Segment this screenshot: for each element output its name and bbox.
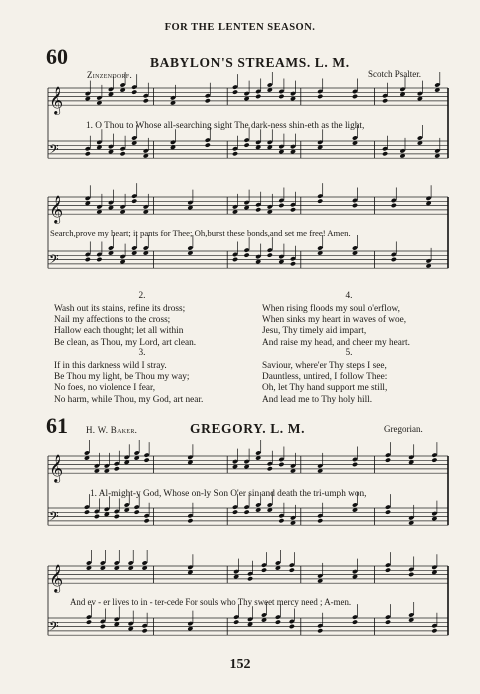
treble-clef-icon: 𝄞 — [49, 564, 64, 593]
bass-clef-icon: 𝄢 — [49, 142, 59, 161]
note-head — [143, 98, 149, 103]
note-head — [317, 198, 323, 203]
note-head — [267, 252, 273, 257]
note-head — [289, 567, 295, 572]
note-head — [278, 203, 284, 208]
author-61: H. W. Baker. — [86, 425, 138, 435]
note-head — [289, 624, 295, 629]
note-head — [352, 462, 358, 467]
verse-number: 4. — [345, 291, 353, 301]
note-head — [431, 628, 437, 633]
note-head — [391, 203, 397, 208]
note-head — [278, 518, 284, 523]
note-head — [267, 466, 273, 471]
page-number: 152 — [229, 657, 251, 672]
bass-clef-icon: 𝄢 — [49, 509, 59, 528]
note-head — [232, 151, 238, 156]
verse-number: 5. — [345, 348, 353, 358]
note-head — [290, 261, 296, 266]
note-head — [408, 572, 414, 577]
source-60: Scotch Psalter. — [368, 69, 421, 79]
note-head — [290, 207, 296, 212]
hymn-number-60: 60 — [46, 44, 68, 69]
verse-2: Wash out its stains, refine its dross; Nail my affections to the cross; Hallow each thought; let all within Be clean, as Thou, my Lord, art clean. — [54, 304, 197, 348]
running-head: FOR THE LENTEN SEASON. — [164, 22, 316, 33]
hymn60-lyric-line-1: 1. O Thou to Whose all-searching sight The dark-ness shin-eth as the light, — [86, 121, 365, 131]
hymn60-lyric-line-2: Search,prove my heart; it pants for Thee; Oh,burst these bonds,and set me free! Amen. — [50, 228, 351, 238]
note-head — [385, 619, 391, 624]
note-head — [352, 203, 358, 208]
note-head — [233, 619, 239, 624]
note-head — [382, 151, 388, 156]
note-head — [94, 514, 100, 519]
note-head — [134, 509, 140, 514]
verse-number: 2. — [138, 291, 146, 301]
note-head — [391, 257, 397, 262]
verse-4: When rising floods my soul o'erflow, When sinks my heart in waves of woe, Jesu, Thy timely aid impart, And raise my head, and cheer my heart. — [262, 304, 410, 348]
hymn-title-60: BABYLON'S STREAMS. L. M. — [150, 55, 350, 70]
note-head — [144, 518, 150, 523]
note-head — [100, 624, 106, 629]
note-head — [247, 576, 253, 581]
note-head — [205, 98, 211, 103]
bass-clef-icon: 𝄢 — [49, 252, 59, 271]
note-head — [317, 628, 323, 633]
note-head — [352, 94, 358, 99]
verse-5: Saviour, where'er Thy steps I see, Dauntless, untired, I follow Thee: Oh, let Thy hand support me still, And lead me to Thy holy hill. — [262, 361, 388, 405]
hymn-number-61: 61 — [46, 413, 68, 438]
note-head — [317, 518, 323, 523]
note-head — [84, 509, 90, 514]
treble-clef-icon: 𝄞 — [49, 86, 64, 115]
treble-clef-icon: 𝄞 — [49, 454, 64, 483]
note-head — [187, 518, 193, 523]
note-head — [131, 198, 137, 203]
note-head — [385, 509, 391, 514]
verse-number: 3. — [138, 348, 146, 358]
note-head — [85, 257, 91, 262]
hymn61-lyric-line-1: 1. Al-might-y God, Whose on-ly Son O'er sin and death the tri-umph won, — [90, 489, 367, 499]
note-head — [385, 457, 391, 462]
note-head — [85, 151, 91, 156]
note-head — [352, 619, 358, 624]
note-head — [232, 89, 238, 94]
hymn61-lyric-line-2: And ev - er lives to in - ter-cede For souls who Thy sweet mercy need ; A-men. — [70, 597, 352, 607]
note-head — [144, 457, 150, 462]
note-head — [131, 89, 137, 94]
note-head — [120, 151, 126, 156]
note-head — [114, 514, 120, 519]
note-head — [205, 142, 211, 147]
tune-author-60: Zinzendorf. — [87, 70, 133, 80]
note-head — [275, 619, 281, 624]
note-head — [114, 466, 120, 471]
source-61: Gregorian. — [384, 424, 423, 434]
note-head — [244, 509, 250, 514]
note-head — [382, 98, 388, 103]
note-head — [255, 207, 261, 212]
note-head — [261, 567, 267, 572]
hymn-title-61: GREGORY. L. M. — [190, 421, 306, 436]
note-head — [278, 462, 284, 467]
note-head — [255, 94, 261, 99]
bass-clef-icon: 𝄢 — [49, 619, 59, 638]
note-head — [232, 257, 238, 262]
note-head — [317, 94, 323, 99]
note-head — [86, 619, 92, 624]
note-head — [431, 457, 437, 462]
verse-3: If in this darkness wild I stray. Be Thou my light, be Thou my way; No foes, no violence I fear, No harm, while Thou, my God, art near. — [54, 361, 204, 405]
treble-clef-icon: 𝄞 — [49, 195, 64, 224]
note-head — [385, 567, 391, 572]
note-head — [142, 628, 148, 633]
note-head — [232, 509, 238, 514]
note-head — [96, 257, 102, 262]
note-head — [244, 252, 250, 257]
note-head — [244, 142, 250, 147]
note-head — [278, 94, 284, 99]
